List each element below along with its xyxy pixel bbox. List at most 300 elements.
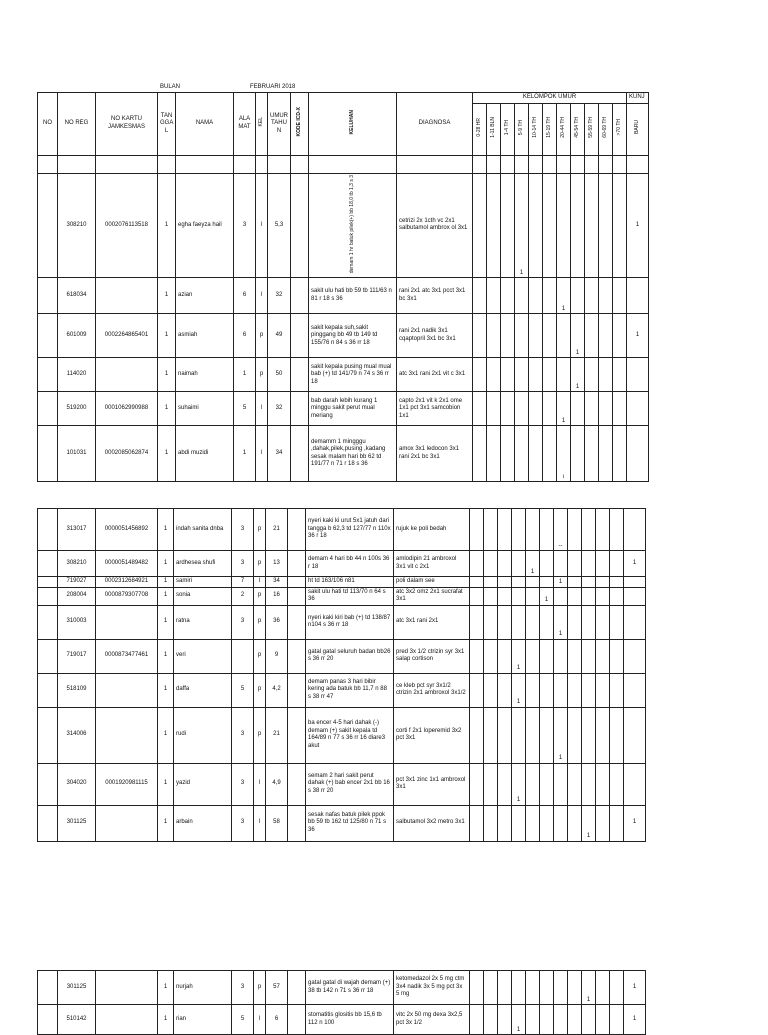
age-group-label: 1-11 BLN bbox=[490, 116, 497, 138]
row-kel: p bbox=[254, 551, 266, 577]
row-alamat: 3 bbox=[232, 551, 254, 577]
row-age-cell bbox=[526, 673, 540, 707]
row-baru bbox=[627, 278, 649, 314]
row-age-cell bbox=[526, 805, 540, 841]
row-diagnosa: atc 3x1 rani 2x1 vit c 3x1 bbox=[397, 358, 473, 392]
row-age-cell bbox=[610, 551, 624, 577]
register-table-1 bbox=[37, 92, 649, 482]
row-keluhan: nyeri kaki ki urut 5x1 jatuh dari tangga b 62,3 td 127/77 n 110x 36 r 18 bbox=[306, 509, 394, 551]
kel-header-label: KEL bbox=[258, 117, 265, 127]
row-age-cell bbox=[610, 707, 624, 763]
row-nama: daffa bbox=[174, 673, 232, 707]
row-age-cell bbox=[529, 314, 543, 358]
age-group-label: 10-14 TH bbox=[532, 116, 539, 138]
row-age-cell bbox=[498, 1005, 512, 1035]
row-umur: 58 bbox=[266, 805, 288, 841]
row-age-cell bbox=[554, 587, 568, 605]
row-age-cell bbox=[582, 587, 596, 605]
row-kode bbox=[288, 509, 306, 551]
row-age-cell bbox=[526, 605, 540, 639]
row-kel: p bbox=[254, 673, 266, 707]
row-age-cell bbox=[585, 426, 599, 482]
row-umur: 21 bbox=[266, 509, 288, 551]
row-nama: azian bbox=[176, 278, 234, 314]
row-keluhan: sakit kepala pusing mual mual bab (+) td 141/79 n 74 s 36 rr 18 bbox=[309, 358, 397, 392]
row-age-cell bbox=[568, 971, 582, 1005]
row-age-cell: 1 bbox=[557, 392, 571, 426]
row-umur: 36 bbox=[266, 605, 288, 639]
row-age-cell bbox=[512, 707, 526, 763]
row-age-cell bbox=[501, 426, 515, 482]
row-diagnosa: rani 2x1 atc 3x1 pcct 3x1 bc 3x1 bbox=[397, 278, 473, 314]
blank-cell bbox=[599, 155, 613, 173]
row-nama: yazid bbox=[174, 763, 232, 805]
row-keluhan: gatal gatal di wajah demam (+) 38 tb 142 n 71 s 36 rr 18 bbox=[306, 971, 394, 1005]
table-row bbox=[38, 314, 649, 358]
age-group-header bbox=[501, 103, 515, 155]
row-age-cell: 1 bbox=[582, 805, 596, 841]
row-age-cell: 1 bbox=[526, 551, 540, 577]
row-age-cell bbox=[543, 314, 557, 358]
age-group-header bbox=[515, 103, 529, 155]
row-kel: p bbox=[256, 358, 268, 392]
row-no bbox=[38, 509, 58, 551]
row-age-cell bbox=[487, 314, 501, 358]
row-age-cell: 1 bbox=[571, 314, 585, 358]
row-keluhan: sakit ulu hati td 113/70 n 64 s 36 bbox=[306, 587, 394, 605]
row-age-cell bbox=[554, 763, 568, 805]
age-group-label: 55-59 TH bbox=[588, 116, 595, 138]
row-age-cell bbox=[540, 605, 554, 639]
keluhan-header bbox=[309, 93, 397, 156]
row-age-cell bbox=[568, 1005, 582, 1035]
row-age-cell bbox=[526, 509, 540, 551]
row-noreg: 301125 bbox=[58, 971, 96, 1005]
row-no bbox=[38, 605, 58, 639]
row-nama: samiri bbox=[174, 577, 232, 588]
row-nama: veri bbox=[174, 639, 232, 673]
row-age-cell bbox=[613, 314, 627, 358]
row-age-cell bbox=[526, 1005, 540, 1035]
row-diagnosa: atc 3x2 omz 2x1 sucrafat 3x1 bbox=[394, 587, 470, 605]
row-baru bbox=[624, 509, 646, 551]
row-kartu bbox=[96, 707, 158, 763]
row-age-cell: 1 bbox=[582, 971, 596, 1005]
row-kartu: 0001062990988 bbox=[96, 392, 158, 426]
row-umur: 34 bbox=[266, 577, 288, 588]
row-age-cell bbox=[498, 577, 512, 588]
row-age-cell: 1 bbox=[512, 639, 526, 673]
table-row bbox=[38, 551, 646, 577]
row-age-cell bbox=[540, 673, 554, 707]
row-age-cell bbox=[610, 805, 624, 841]
row-age-cell bbox=[582, 1005, 596, 1035]
row-baru: 1 bbox=[627, 314, 649, 358]
row-age-cell bbox=[596, 763, 610, 805]
row-age-cell bbox=[596, 509, 610, 551]
row-age-cell bbox=[613, 426, 627, 482]
row-age-cell bbox=[568, 587, 582, 605]
table-row bbox=[38, 577, 646, 588]
table-row bbox=[38, 805, 646, 841]
row-age-cell bbox=[596, 707, 610, 763]
table-row bbox=[38, 278, 649, 314]
bulan-label: BULAN bbox=[160, 84, 181, 90]
row-diagnosa: atc 3x1 rani 2x1 bbox=[394, 605, 470, 639]
row-noreg: 618034 bbox=[58, 278, 96, 314]
row-kartu bbox=[96, 805, 158, 841]
row-diagnosa: pct 3x1 zinc 1x1 ambroxol 3x1 bbox=[394, 763, 470, 805]
blank-cell bbox=[501, 155, 515, 173]
row-age-cell bbox=[543, 278, 557, 314]
row-age-cell bbox=[543, 392, 557, 426]
kelompok-umur-header: KELOMPOK UMUR bbox=[473, 93, 627, 104]
row-kel: l bbox=[254, 763, 266, 805]
row-kartu bbox=[96, 673, 158, 707]
row-age-cell bbox=[596, 673, 610, 707]
row-age-cell bbox=[470, 587, 484, 605]
table-row bbox=[38, 707, 646, 763]
row-no bbox=[38, 673, 58, 707]
row-diagnosa: salbutamol 3x2 metro 3x1 bbox=[394, 805, 470, 841]
row-age-cell bbox=[512, 805, 526, 841]
row-umur: 50 bbox=[268, 358, 291, 392]
row-age-cell bbox=[554, 551, 568, 577]
row-age-cell bbox=[610, 509, 624, 551]
row-kartu: 0000051489482 bbox=[96, 551, 158, 577]
row-no bbox=[38, 314, 58, 358]
row-age-cell bbox=[571, 426, 585, 482]
blank-cell bbox=[487, 155, 501, 173]
row-kode bbox=[288, 971, 306, 1005]
table-row bbox=[38, 1005, 646, 1035]
row-alamat: 1 bbox=[234, 426, 256, 482]
row-age-cell bbox=[582, 509, 596, 551]
row-diagnosa: rani 2x1 nadik 3x1 cqaptopril 3x1 bc 3x1 bbox=[397, 314, 473, 358]
age-group-header bbox=[473, 103, 487, 155]
row-nama: rudi bbox=[174, 707, 232, 763]
row-age-cell bbox=[599, 173, 613, 278]
row-age-cell bbox=[554, 673, 568, 707]
row-age-cell bbox=[515, 426, 529, 482]
row-tanggal: 1 bbox=[158, 577, 174, 588]
no-header: NO bbox=[38, 93, 58, 156]
row-age-cell bbox=[515, 314, 529, 358]
row-age-cell bbox=[596, 639, 610, 673]
row-kel: l bbox=[254, 805, 266, 841]
row-age-cell bbox=[568, 763, 582, 805]
row-age-cell bbox=[554, 639, 568, 673]
row-age-cell bbox=[484, 587, 498, 605]
row-baru bbox=[627, 426, 649, 482]
row-keluhan-text: demam 1 hr batuk pilek(+) bb 18,0 tb 1,3 s 3 bbox=[349, 174, 356, 273]
row-nama: asmiah bbox=[176, 314, 234, 358]
row-age-cell bbox=[568, 805, 582, 841]
row-keluhan: nyeri kaki kiri bab (+) td 138/87 n104 s 36 rr 18 bbox=[306, 605, 394, 639]
row-kode bbox=[288, 763, 306, 805]
row-diagnosa: ketomedazol 2x 5 mg ctm 3x4 nadik 3x 5 mg pct 3x 5 mg bbox=[394, 971, 470, 1005]
table-row bbox=[38, 605, 646, 639]
row-age-cell bbox=[610, 605, 624, 639]
row-age-cell bbox=[571, 392, 585, 426]
row-diagnosa: vitc 2x 50 mg dexa 3x2,5 pct 3x 1/2 bbox=[394, 1005, 470, 1035]
row-noreg: 101031 bbox=[58, 426, 96, 482]
row-age-cell bbox=[473, 278, 487, 314]
row-baru: 1 bbox=[624, 805, 646, 841]
row-age-cell bbox=[540, 1005, 554, 1035]
row-age-cell bbox=[484, 509, 498, 551]
row-kel: p bbox=[254, 707, 266, 763]
row-baru: 1 bbox=[624, 1005, 646, 1035]
diagnosa-header: DIAGNOSA bbox=[397, 93, 473, 156]
row-age-cell: 1 bbox=[512, 673, 526, 707]
blank-cell bbox=[473, 155, 487, 173]
row-age-cell bbox=[470, 1005, 484, 1035]
row-baru bbox=[624, 707, 646, 763]
row-age-cell bbox=[526, 971, 540, 1005]
age-group-header bbox=[571, 103, 585, 155]
row-age-cell bbox=[470, 673, 484, 707]
umur-header: UMUR TAHU N bbox=[268, 93, 291, 156]
row-tanggal: 1 bbox=[158, 639, 174, 673]
row-kode bbox=[291, 314, 309, 358]
row-kel: l bbox=[256, 278, 268, 314]
row-age-cell: ı bbox=[557, 426, 571, 482]
row-kel: p bbox=[254, 605, 266, 639]
row-age-cell bbox=[487, 278, 501, 314]
row-age-cell bbox=[484, 577, 498, 588]
row-baru bbox=[624, 763, 646, 805]
row-baru bbox=[624, 605, 646, 639]
row-age-cell bbox=[596, 971, 610, 1005]
row-age-cell bbox=[596, 1005, 610, 1035]
row-tanggal: 1 bbox=[158, 673, 174, 707]
row-alamat: 5 bbox=[234, 392, 256, 426]
row-kode bbox=[288, 551, 306, 577]
row-baru: 1 bbox=[624, 971, 646, 1005]
row-age-cell bbox=[568, 673, 582, 707]
row-umur: 49 bbox=[268, 314, 291, 358]
row-kode bbox=[288, 805, 306, 841]
row-tanggal: 1 bbox=[158, 587, 174, 605]
row-alamat: 3 bbox=[234, 173, 256, 278]
row-age-cell bbox=[613, 278, 627, 314]
row-age-cell bbox=[498, 971, 512, 1005]
row-age-cell: 1 bbox=[554, 577, 568, 588]
row-no bbox=[38, 426, 58, 482]
row-no bbox=[38, 707, 58, 763]
row-no bbox=[38, 173, 58, 278]
table-row bbox=[38, 673, 646, 707]
row-age-cell bbox=[470, 605, 484, 639]
row-diagnosa: poli dalam see bbox=[394, 577, 470, 588]
row-age-cell bbox=[498, 639, 512, 673]
row-age-cell bbox=[610, 763, 624, 805]
row-age-cell bbox=[501, 173, 515, 278]
row-age-cell bbox=[540, 639, 554, 673]
row-kel: p bbox=[256, 314, 268, 358]
row-nama: ardhesea shufi bbox=[174, 551, 232, 577]
keluhan-header-label: KELUHAN bbox=[349, 109, 356, 135]
row-kel: l bbox=[254, 577, 266, 588]
row-age-cell bbox=[557, 173, 571, 278]
row-tanggal: 1 bbox=[158, 314, 176, 358]
blank-cell bbox=[571, 155, 585, 173]
row-baru bbox=[624, 587, 646, 605]
row-keluhan: demam 4 hari bb 44 n 100s 36 r 18 bbox=[306, 551, 394, 577]
row-age-cell bbox=[526, 639, 540, 673]
row-keluhan: ba encer 4-5 hari dahak (-) demam (+) sakit kepala td 164/89 n 77 s 36 rr 16 diare3 akut bbox=[306, 707, 394, 763]
row-age-cell bbox=[596, 551, 610, 577]
noreg-header: NO REG bbox=[58, 93, 96, 156]
row-kel: p bbox=[254, 639, 266, 673]
row-tanggal: 1 bbox=[158, 551, 174, 577]
row-noreg: 114020 bbox=[58, 358, 96, 392]
row-kartu bbox=[96, 605, 158, 639]
row-kode bbox=[291, 173, 309, 278]
row-baru bbox=[627, 358, 649, 392]
row-age-cell bbox=[596, 587, 610, 605]
row-diagnosa: amox 3x1 ledocon 3x1 rani 2x1 bc 3x1 bbox=[397, 426, 473, 482]
row-kel: p bbox=[254, 971, 266, 1005]
row-alamat: 6 bbox=[234, 314, 256, 358]
row-age-cell bbox=[498, 707, 512, 763]
age-group-header bbox=[529, 103, 543, 155]
row-age-cell bbox=[557, 358, 571, 392]
row-age-cell bbox=[512, 509, 526, 551]
row-age-cell: 1 bbox=[540, 587, 554, 605]
row-age-cell: 1 bbox=[512, 1005, 526, 1035]
row-kartu: 0002312684921 bbox=[96, 577, 158, 588]
row-age-cell bbox=[470, 639, 484, 673]
row-age-cell bbox=[512, 971, 526, 1005]
row-age-cell: -- bbox=[554, 509, 568, 551]
age-group-label: 15-19 TH bbox=[546, 116, 553, 138]
row-age-cell bbox=[610, 971, 624, 1005]
row-age-cell bbox=[501, 392, 515, 426]
row-age-cell bbox=[512, 587, 526, 605]
blank-cell bbox=[96, 155, 158, 173]
row-age-cell bbox=[582, 673, 596, 707]
row-tanggal: 1 bbox=[158, 173, 176, 278]
row-age-cell bbox=[554, 805, 568, 841]
row-keluhan: sesak nafas batuk pilek ppok bb 59 tb 162 td 125/80 n 71 s 36 bbox=[306, 805, 394, 841]
row-noreg: 208004 bbox=[58, 587, 96, 605]
blank-cell bbox=[543, 155, 557, 173]
row-age-cell: 1 bbox=[571, 358, 585, 392]
row-age-cell: 1 bbox=[554, 605, 568, 639]
row-noreg: 518109 bbox=[58, 673, 96, 707]
row-nama: naimah bbox=[176, 358, 234, 392]
age-group-label: 45-54 TH bbox=[574, 116, 581, 138]
row-age-cell bbox=[529, 278, 543, 314]
blank-cell bbox=[613, 155, 627, 173]
row-baru bbox=[627, 392, 649, 426]
row-keluhan: bab darah lebih kurang 1 minggu sakit perut mual meriang bbox=[309, 392, 397, 426]
row-age-cell bbox=[501, 278, 515, 314]
row-age-cell bbox=[484, 805, 498, 841]
row-tanggal: 1 bbox=[158, 605, 174, 639]
row-diagnosa: corti f 2x1 loperemid 3x2 pct 3x1 bbox=[394, 707, 470, 763]
row-no bbox=[38, 1005, 58, 1035]
bulan-value: FEBRUARI 2018 bbox=[250, 84, 296, 90]
row-alamat: 7 bbox=[232, 577, 254, 588]
row-kel: p bbox=[254, 587, 266, 605]
row-age-cell bbox=[554, 1005, 568, 1035]
row-noreg: 601009 bbox=[58, 314, 96, 358]
row-noreg: 313017 bbox=[58, 509, 96, 551]
row-tanggal: 1 bbox=[158, 1005, 174, 1035]
row-age-cell bbox=[498, 587, 512, 605]
row-age-cell bbox=[470, 805, 484, 841]
row-baru: 1 bbox=[627, 173, 649, 278]
age-group-header bbox=[543, 103, 557, 155]
row-age-cell bbox=[613, 358, 627, 392]
row-umur: 13 bbox=[266, 551, 288, 577]
row-age-cell: 1 bbox=[557, 278, 571, 314]
row-age-cell bbox=[473, 314, 487, 358]
age-group-label: 0-28 HR bbox=[476, 117, 483, 137]
blank-cell bbox=[158, 155, 176, 173]
row-age-cell bbox=[582, 577, 596, 588]
row-keluhan: sakit kepala suh,sakit pinggang bb 49 tb 149 td 155/76 n 84 s 36 rr 18 bbox=[309, 314, 397, 358]
row-keluhan: gatal gatal seluruh badan bb26 s 36 rr 20 bbox=[306, 639, 394, 673]
row-tanggal: 1 bbox=[158, 392, 176, 426]
row-age-cell bbox=[568, 605, 582, 639]
row-age-cell bbox=[470, 509, 484, 551]
row-kode bbox=[291, 426, 309, 482]
row-age-cell bbox=[484, 551, 498, 577]
row-nama: sonia bbox=[174, 587, 232, 605]
row-age-cell bbox=[515, 392, 529, 426]
row-baru: 1 bbox=[624, 551, 646, 577]
row-diagnosa: cetrizi 2x 1cth vc 2x1 salbutamol ambrox ol 3x1 bbox=[397, 173, 473, 278]
row-kartu: 0001920981115 bbox=[96, 763, 158, 805]
row-noreg: 308210 bbox=[58, 173, 96, 278]
row-age-cell bbox=[613, 173, 627, 278]
row-age-cell bbox=[526, 587, 540, 605]
row-alamat: 3 bbox=[232, 605, 254, 639]
blank-cell bbox=[38, 155, 58, 173]
age-group-header bbox=[557, 103, 571, 155]
row-age-cell bbox=[498, 673, 512, 707]
row-diagnosa: ce kleb pct syr 3x1/2 ctrizin 2x1 ambroxol 3x1/2 bbox=[394, 673, 470, 707]
row-age-cell bbox=[515, 278, 529, 314]
row-age-cell bbox=[470, 551, 484, 577]
kunjungan-header: KUNJ bbox=[627, 93, 649, 104]
row-age-cell: 1 bbox=[515, 173, 529, 278]
row-age-cell bbox=[470, 707, 484, 763]
row-age-cell bbox=[487, 173, 501, 278]
row-age-cell bbox=[540, 509, 554, 551]
row-age-cell bbox=[568, 551, 582, 577]
row-tanggal: 1 bbox=[158, 426, 176, 482]
row-kode bbox=[291, 358, 309, 392]
row-keluhan: sakit ulu hati bb 59 tb 111/63 n 81 r 18 s 36 bbox=[309, 278, 397, 314]
row-kartu: 0000051456892 bbox=[96, 509, 158, 551]
row-age-cell bbox=[512, 605, 526, 639]
row-tanggal: 1 bbox=[158, 805, 174, 841]
blank-cell bbox=[309, 155, 397, 173]
blank-cell bbox=[515, 155, 529, 173]
row-tanggal: 1 bbox=[158, 509, 174, 551]
row-kartu: 0002264865401 bbox=[96, 314, 158, 358]
row-age-cell bbox=[529, 392, 543, 426]
blank-cell bbox=[268, 155, 291, 173]
row-age-cell bbox=[501, 358, 515, 392]
age-group-label: 1-4 TH bbox=[504, 119, 511, 135]
row-noreg: 301125 bbox=[58, 805, 96, 841]
